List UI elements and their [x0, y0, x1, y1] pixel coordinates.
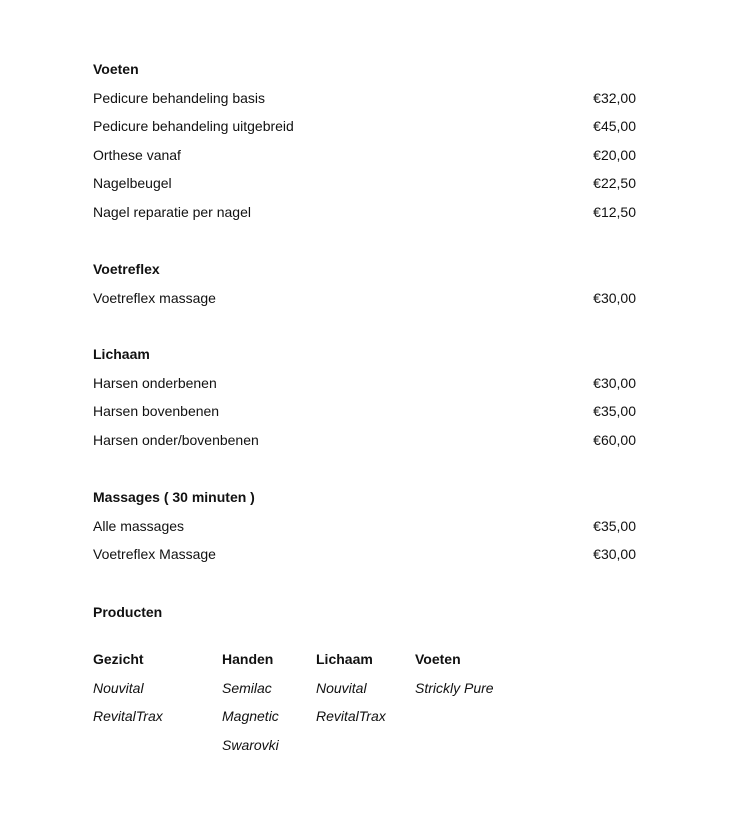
item-price: €30,00: [593, 289, 636, 306]
product-column-voeten: [415, 650, 494, 697]
price-item: [93, 517, 636, 535]
product-column-handen: [222, 650, 279, 754]
item-price: €30,00: [593, 374, 636, 391]
price-item: [93, 374, 636, 392]
price-item: [93, 174, 636, 192]
item-name: Harsen onder/bovenbenen: [93, 431, 259, 448]
product-brand: Magnetic: [222, 708, 279, 725]
item-price: €22,50: [593, 175, 636, 192]
item-price: €20,00: [593, 146, 636, 163]
item-price: €45,00: [593, 118, 636, 135]
price-item: [93, 203, 636, 221]
item-price: €30,00: [593, 546, 636, 563]
section-voetreflex: [93, 260, 636, 307]
price-item: [93, 402, 636, 420]
product-column-lichaam: [316, 650, 386, 725]
price-item: [93, 545, 636, 563]
product-brand: Nouvital: [93, 679, 144, 696]
section-producten: [93, 603, 636, 621]
item-name: Pedicure behandeling uitgebreid: [93, 118, 294, 135]
section-massages: [93, 488, 636, 563]
item-name: Voetreflex massage: [93, 289, 216, 306]
price-item: [93, 146, 636, 164]
item-price: €12,50: [593, 203, 636, 220]
section-title: Massages ( 30 minuten ): [93, 489, 255, 505]
section-voeten: [93, 60, 636, 221]
price-item: [93, 117, 636, 135]
product-brand: Nouvital: [316, 679, 367, 696]
item-price: €32,00: [593, 89, 636, 106]
item-name: Orthese vanaf: [93, 146, 181, 163]
product-column-title: Lichaam: [316, 651, 373, 667]
item-name: Alle massages: [93, 517, 185, 534]
section-title: Voetreflex: [93, 261, 160, 277]
item-name: Harsen onderbenen: [93, 374, 217, 391]
item-name: Pedicure behandeling basis: [93, 89, 266, 106]
section-title: Lichaam: [93, 346, 150, 362]
item-name: Nagelbeugel: [93, 175, 172, 192]
product-brand: RevitalTrax: [93, 708, 163, 725]
product-brand: Swarovki: [222, 736, 279, 753]
section-lichaam: [93, 345, 636, 449]
item-price: €35,00: [593, 517, 636, 534]
item-price: €60,00: [593, 431, 636, 448]
product-column-title: Handen: [222, 651, 274, 667]
product-brand: Strickly Pure: [415, 679, 494, 696]
item-name: Voetreflex Massage: [93, 546, 216, 563]
product-brand: RevitalTrax: [316, 708, 386, 725]
product-column-title: Voeten: [415, 651, 461, 667]
price-item: [93, 89, 636, 107]
product-brand: Semilac: [222, 679, 272, 696]
price-item: [93, 289, 636, 307]
item-name: Nagel reparatie per nagel: [93, 203, 251, 220]
section-title: Voeten: [93, 61, 139, 77]
product-column-title: Gezicht: [93, 651, 144, 667]
item-name: Harsen bovenbenen: [93, 403, 220, 420]
item-price: €35,00: [593, 403, 636, 420]
section-title: Producten: [93, 604, 163, 620]
product-column-gezicht: [93, 650, 163, 725]
price-item: [93, 431, 636, 449]
